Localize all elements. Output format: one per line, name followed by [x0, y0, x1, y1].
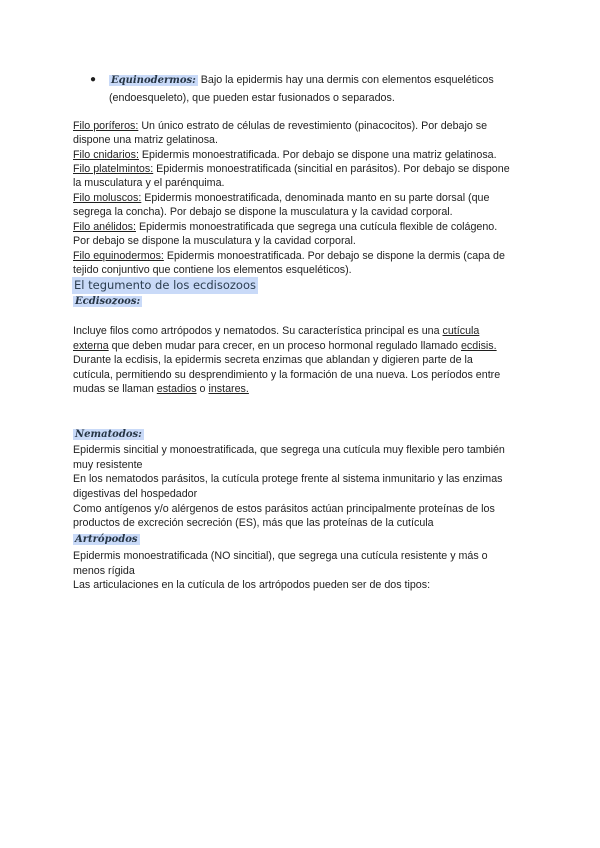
moluscos-line-2: segrega la concha). Por debajo se dispone la musculatura y la cavidad corporal. — [73, 206, 453, 218]
bullet-label: Equinodermos: — [111, 75, 196, 86]
moluscos-line-1 — [73, 191, 489, 205]
bullet-text-1: Bajo la epidermis hay una dermis con elementos esqueléticos — [197, 74, 494, 86]
equinodermos-label: Filo equinodermos: — [73, 250, 164, 262]
artropodos-label-line — [73, 532, 140, 547]
artropodos-line-2: menos rígida — [73, 565, 135, 577]
ecdisozoos-label: Ecdisozoos: — [75, 296, 141, 307]
anelidos-label: Filo anélidos: — [73, 221, 136, 233]
nematodos-line-1: Epidermis sincitial y monoestratificada, que segrega una cutícula muy flexible pero también — [73, 444, 505, 456]
bullet-line-1 — [109, 73, 494, 88]
platelmintos-line-1 — [73, 162, 510, 176]
ecdisozoos-line-3: Durante la ecdisis, la epidermis secreta enzimas que ablandan y digieren parte de la — [73, 354, 473, 366]
nematodos-line-3: En los nematodos parásitos, la cutícula protege frente al sistema inmunitario y las enzimas — [73, 473, 503, 485]
term-cuticula: cutícula — [442, 325, 480, 337]
anelidos-text: Epidermis monoestratificada que segrega una cutícula flexible de colágeno. — [135, 221, 498, 233]
bullet-icon: ● — [90, 74, 97, 85]
poriferos-text: Un único estrato de células de revestimiento (pinacocitos). Por debajo se — [138, 120, 488, 132]
nematodos-line-5: Como antígenos y/o alérgenos de estos parásitos actúan principalmente proteínas de los — [73, 503, 495, 515]
artropodos-label: Artrópodos — [75, 534, 138, 545]
nematodos-label: Nematodos: — [75, 429, 142, 440]
ecdisozoos-line-5 — [73, 382, 249, 396]
term-externa: externa — [73, 340, 109, 352]
ecdisozoos-line-4: cutícula, permitiendo su desprendimiento y la formación de una nueva. Los períodos entre — [73, 369, 501, 381]
cnidarios-label: Filo cnidarios: — [73, 149, 139, 161]
nematodos-label-line — [73, 427, 144, 442]
nematodos-line-2: muy resistente — [73, 459, 143, 471]
moluscos-label: Filo moluscos: — [73, 192, 142, 204]
ecdisozoos-label-line — [73, 294, 142, 309]
ecdisozoos-line-2 — [73, 339, 497, 353]
equinodermos-line-2: tejido conjuntivo que contiene los elementos esqueléticos). — [73, 264, 352, 276]
nematodos-line-4: digestivas del hospedador — [73, 488, 198, 500]
platelmintos-label: Filo platelmintos: — [73, 163, 154, 175]
ecdisozoos-text-5c: o — [196, 383, 209, 395]
platelmintos-line-2: la musculatura y el parénquima. — [73, 177, 225, 189]
ecdisozoos-text-1a: Incluye filos como artrópodos y nematodos. Su característica principal es una — [73, 325, 443, 337]
anelidos-line-2: Por debajo se dispone la musculatura y la cavidad corporal. — [73, 235, 356, 247]
bullet-line-2: (endoesqueleto), que pueden estar fusionados o separados. — [109, 92, 395, 104]
ecdisozoos-text-2b: que deben mudar para crecer, en un proceso hormonal regulado llamado — [108, 340, 461, 352]
artropodos-line-3: Las articulaciones en la cutícula de los artrópodos pueden ser de dos tipos: — [73, 579, 431, 591]
ecdisozoos-text-5a: mudas se llaman — [73, 383, 157, 395]
term-ecdisis: ecdisis. — [460, 340, 497, 352]
term-instares: instares. — [208, 383, 249, 395]
moluscos-text: Epidermis monoestratificada, denominada manto en su parte dorsal (que — [141, 192, 490, 204]
platelmintos-text: Epidermis monoestratificada (sincitial en parásitos). Por debajo se dispone — [153, 163, 510, 175]
ecdisozoos-line-1 — [73, 324, 479, 338]
anelidos-line-1 — [73, 220, 497, 234]
section-heading: El tegumento de los ecdisozoos — [74, 278, 256, 292]
artropodos-line-1: Epidermis monoestratificada (NO sincitial), que segrega una cutícula resistente y más o — [73, 550, 488, 562]
term-estadios: estadios — [156, 383, 197, 395]
cnidarios-text: Epidermis monoestratificada. Por debajo se dispone una matriz gelatinosa. — [138, 149, 497, 161]
cnidarios-line — [73, 148, 497, 162]
equinodermos-line-1 — [73, 249, 505, 263]
poriferos-line-1 — [73, 119, 487, 133]
poriferos-line-2: dispone una matriz gelatinosa. — [73, 134, 218, 146]
nematodos-line-6: productos de excreción secreción (ES), más que las proteínas de la cutícula — [73, 517, 434, 529]
equinodermos-text: Epidermis monoestratificada. Por debajo se dispone la dermis (capa de — [163, 250, 505, 262]
poriferos-label: Filo poríferos: — [73, 120, 139, 132]
